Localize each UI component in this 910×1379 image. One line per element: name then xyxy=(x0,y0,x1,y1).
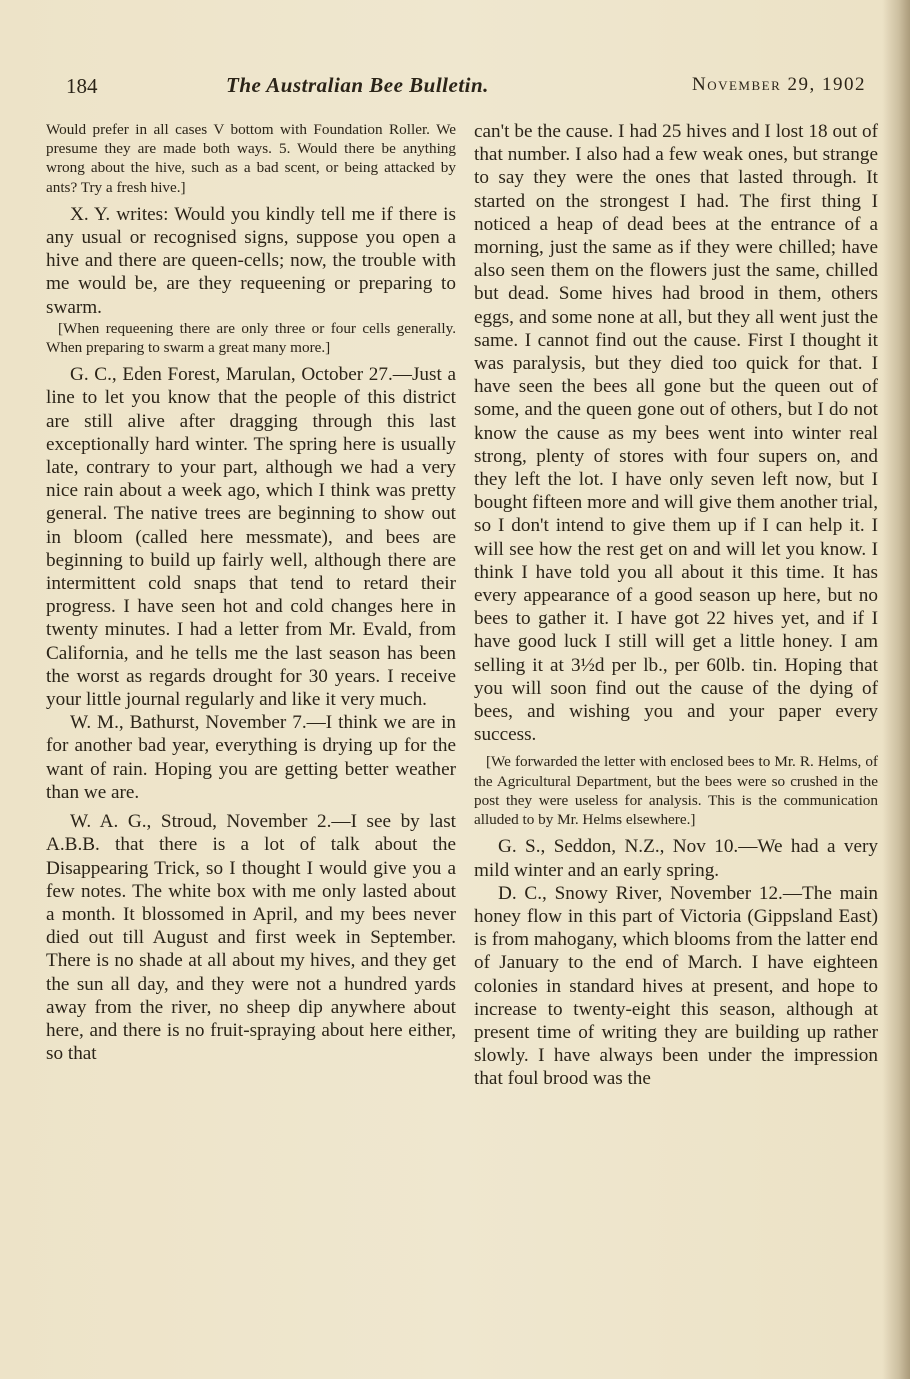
page-number: 184 xyxy=(66,74,98,98)
editor-reply-paragraph: Would prefer in all cases V bottom with Foundation Roller. We presume they are made both ways. 5. Would there be anything wrong about the hive, such as a bad scent, or being attacked by ants? Try a fresh hive.] xyxy=(46,121,456,196)
letter-paragraph: X. Y. writes: Would you kindly tell me if there is any usual or recognised signs, suppose you open a hive and there are queen-cells; now, the trouble with me would be, are they requeening or preparing to swarm. xyxy=(46,203,456,318)
letter-paragraph: W. A. G., Stroud, November 2.—I see by last A.B.B. that there is a lot of talk about the Disappearing Trick, so I thought I would give you a few notes. The white box with me only lasted about a month. It blossomed in April, and my bees never died out till August and first week in September. There is no shade at all about my hives, and they get the sun all day, and they were not a hundred yards away from the river, no sheep dip anywhere about here, and there is no fruit-spraying about here either, so that xyxy=(46,811,456,1065)
journal-title: The Australian Bee Bulletin. xyxy=(226,73,489,97)
left-column xyxy=(46,120,456,1065)
letter-paragraph: W. M., Bathurst, November 7.—I think we are in for another bad year, everything is drying up for the want of rain. Hoping you are getting better weather than we are. xyxy=(46,712,456,803)
editor-reply-paragraph: [When requeening there are only three or four cells generally. When preparing to swarm a great many more.] xyxy=(46,319,456,357)
editor-reply-paragraph: [We forwarded the letter with enclosed bees to Mr. R. Helms, of the Agricultural Department, but the bees were so crushed in the post they were useless for analysis. This is the communication alluded to by Mr. Helms elsewhere.] xyxy=(474,753,878,829)
page-header xyxy=(66,74,866,104)
letter-paragraph: can't be the cause. I had 25 hives and I lost 18 out of that number. I also had a few weak ones, but strange to say they were the ones that lasted through. It started on the strongest I had. The first thing I noticed a heap of dead bees at the entrance of a morning, just the same as if they were chilled; have also seen them on the flowers just the same, chilled but dead. Some hives had brood in them, others eggs, and some none at all, but they all went just the same. I cannot find out the cause. First I thought it was paralysis, but they died too quick for that. I have seen the bees all gone but the queen out of some, and the queen gone out of others, but I do not know the cause as my bees went into winter real strong, plenty of stores with four supers on, and they left the lot. I have only seven left now, but I bought fifteen more and will give them another trial, so I don't intend to give them up if I can help it. I will see how the rest get on and will let you know. I think I have told you all about it this time. It has every appearance of a good season up here, but no bees to gather it. I have got 22 hives yet, and if I have good luck I still will get a little honey. I am selling it at 3½d per lb., per 60lb. tin. Hoping that you will soon find out the cause of the dying of bees, and wishing you and your paper every success. xyxy=(474,121,878,746)
letter-paragraph: G. S., Seddon, N.Z., Nov 10.—We had a very mild winter and an early spring. xyxy=(474,836,878,881)
letter-paragraph: D. C., Snowy River, November 12.—The main honey flow in this part of Victoria (Gippsland East) is from mahogany, which blooms from the latter end of January to the end of March. I have eighteen colonies in standard hives at present, and hope to increase to twenty-eight this season, although at present time of writing they are building up rather slowly. I have always been under the impression that foul brood was the xyxy=(474,882,878,1090)
page-edge-shadow xyxy=(882,0,910,1379)
letter-paragraph: G. C., Eden Forest, Marulan, October 27.—Just a line to let you know that the people of this district are still alive after dragging through this last exceptionally hard winter. The spring here is usually late, contrary to your part, although we had a very nice rain about a week ago, which I think was pretty general. The native trees are beginning to show out in bloom (called here messmate), and bees are beginning to build up fairly well, although there are intermittent cold snaps that tend to retard their progress. I have seen hot and cold changes here in twenty minutes. I had a letter from Mr. Evald, from California, and he tells me the last season has been the worst as regards drought for 30 years. I receive your little journal regularly and like it very much. xyxy=(46,364,456,711)
right-column xyxy=(474,120,878,1091)
issue-date: November 29, 1902 xyxy=(691,74,866,95)
